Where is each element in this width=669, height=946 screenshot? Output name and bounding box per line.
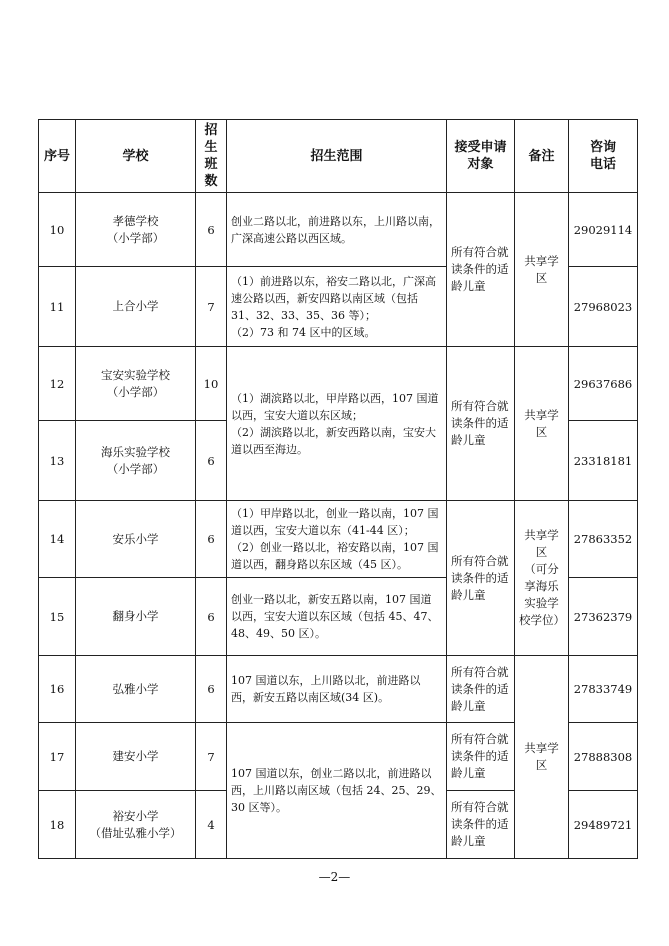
header-classes: 招生 班数 (196, 120, 227, 193)
row-num: 14 (39, 501, 76, 578)
table-row (39, 193, 638, 267)
row-phone: 29637686 (569, 347, 638, 421)
row-phone: 27362379 (569, 578, 638, 656)
row-range: （1）甲岸路以北，创业一路以南，107 国道以西，宝安大道以东（41-44 区）； （2）创业一路以北，裕安路以南，107 国道以西，翻身路以东区域（45 区）。 (227, 501, 447, 578)
row-classes: 6 (196, 193, 227, 267)
row-phone: 23318181 (569, 421, 638, 501)
row-classes: 4 (196, 791, 227, 859)
row-note: 共享学区 (515, 656, 569, 859)
row-range: 创业一路以北，新安五路以南，107 国道以西，宝安大道以东区域（包括 45、47、48、49、50 区）。 (227, 578, 447, 656)
row-range: （1）前进路以东，裕安二路以北，广深高速公路以西，新安四路以南区域（包括 31、32、33、35、36 等）； （2）73 和 74 区中的区域。 (227, 267, 447, 347)
row-range: 107 国道以东，创业二路以北，前进路以西，上川路以南区域（包括 24、25、29、30 区等）。 (227, 723, 447, 859)
row-range: 创业二路以北，前进路以东，上川路以南，广深高速公路以西区域。 (227, 193, 447, 267)
row-range: （1）湖滨路以北，甲岸路以西，107 国道以西，宝安大道以东区域； （2）湖滨路以北，新安西路以南，宝安大道以西至海边。 (227, 347, 447, 501)
row-target: 所有符合就读条件的适龄儿童 (447, 723, 515, 791)
row-num: 13 (39, 421, 76, 501)
table-row (39, 347, 638, 421)
row-school: 上合小学 (76, 267, 196, 347)
row-school: 安乐小学 (76, 501, 196, 578)
row-target: 所有符合就读条件的适龄儿童 (447, 347, 515, 501)
row-range: 107 国道以东，上川路以北，前进路以西，新安五路以南区域(34 区)。 (227, 656, 447, 723)
header-target: 接受申请 对象 (447, 120, 515, 193)
row-num: 18 (39, 791, 76, 859)
row-school: 海乐实验学校 （小学部） (76, 421, 196, 501)
row-target: 所有符合就读条件的适龄儿童 (447, 501, 515, 656)
row-note: 共享学区 （可分享海乐实验学校学位） (515, 501, 569, 656)
row-num: 12 (39, 347, 76, 421)
enrollment-table (38, 119, 638, 859)
row-school: 建安小学 (76, 723, 196, 791)
header-row (39, 120, 638, 193)
page-number: —2— (318, 870, 351, 884)
row-school: 翻身小学 (76, 578, 196, 656)
header-range: 招生范围 (227, 120, 447, 193)
row-num: 10 (39, 193, 76, 267)
row-school: 宝安实验学校 （小学部） (76, 347, 196, 421)
row-target: 所有符合就读条件的适龄儿童 (447, 193, 515, 347)
header-school: 学校 (76, 120, 196, 193)
row-classes: 7 (196, 723, 227, 791)
row-phone: 29489721 (569, 791, 638, 859)
header-num: 序号 (39, 120, 76, 193)
row-num: 15 (39, 578, 76, 656)
row-note: 共享学区 (515, 347, 569, 501)
row-school: 孝德学校 （小学部） (76, 193, 196, 267)
header-note: 备注 (515, 120, 569, 193)
row-classes: 10 (196, 347, 227, 421)
row-classes: 6 (196, 578, 227, 656)
table-row (39, 501, 638, 578)
row-classes: 7 (196, 267, 227, 347)
row-classes: 6 (196, 501, 227, 578)
row-phone: 29029114 (569, 193, 638, 267)
row-target: 所有符合就读条件的适龄儿童 (447, 656, 515, 723)
row-phone: 27968023 (569, 267, 638, 347)
row-phone: 27863352 (569, 501, 638, 578)
row-classes: 6 (196, 656, 227, 723)
row-target: 所有符合就读条件的适龄儿童 (447, 791, 515, 859)
row-num: 16 (39, 656, 76, 723)
row-phone: 27833749 (569, 656, 638, 723)
row-num: 17 (39, 723, 76, 791)
row-phone: 27888308 (569, 723, 638, 791)
row-classes: 6 (196, 421, 227, 501)
header-phone: 咨询 电话 (569, 120, 638, 193)
row-note: 共享学区 (515, 193, 569, 347)
table-row (39, 656, 638, 723)
row-num: 11 (39, 267, 76, 347)
row-school: 裕安小学 （借址弘雅小学） (76, 791, 196, 859)
row-school: 弘雅小学 (76, 656, 196, 723)
